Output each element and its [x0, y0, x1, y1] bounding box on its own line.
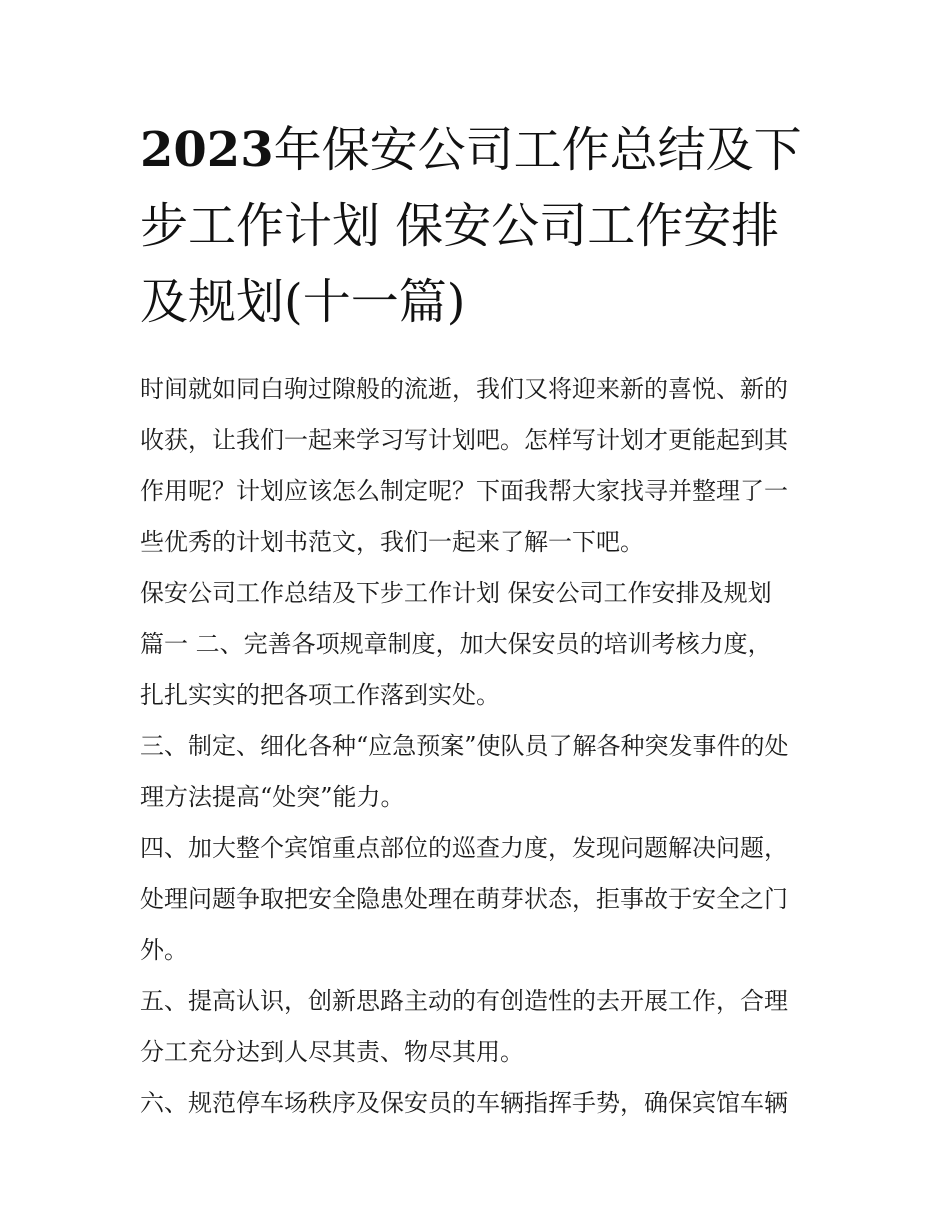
- body-line: 保安公司工作总结及下步工作计划 保安公司工作安排及规划: [140, 579, 772, 607]
- body-line: 六、规范停车场秩序及保安员的车辆指挥手势，确保宾馆车辆: [140, 1089, 788, 1117]
- body-line: 些优秀的计划书范文，我们一起来了解一下吧。: [140, 528, 644, 556]
- body-line: 时间就如同白驹过隙般的流逝，我们又将迎来新的喜悦、新的: [140, 375, 788, 403]
- document-body: [140, 364, 820, 1129]
- body-line: 篇一 二、完善各项规章制度，加大保安员的培训考核力度，: [140, 630, 772, 658]
- body-line: 收获，让我们一起来学习写计划吧。怎样写计划才更能起到其: [140, 426, 788, 454]
- title-line-3: 及规划(十一篇): [140, 274, 466, 330]
- document-content: [140, 112, 820, 1129]
- item-five-paragraph: [140, 976, 820, 1078]
- body-line: 处理问题争取把安全隐患处理在萌芽状态，拒事故于安全之门: [140, 885, 788, 913]
- item-four-paragraph: [140, 823, 820, 976]
- title-year: 2023: [140, 122, 274, 178]
- item-three-paragraph: [140, 721, 820, 823]
- title-line-2: 步工作计划 保安公司工作安排: [140, 198, 780, 254]
- document-title: [140, 112, 820, 340]
- body-line: 五、提高认识，创新思路主动的有创造性的去开展工作，合理: [140, 987, 788, 1015]
- body-line: 作用呢？计划应该怎么制定呢？下面我帮大家找寻并整理了一: [140, 477, 788, 505]
- body-line: 四、加大整个宾馆重点部位的巡查力度，发现问题解决问题，: [140, 834, 788, 862]
- title-line-1: 年保安公司工作总结及下: [273, 122, 802, 178]
- body-line: 分工充分达到人尽其责、物尽其用。: [140, 1038, 524, 1066]
- section-heading-paragraph: [140, 568, 820, 721]
- body-line: 外。: [140, 936, 188, 964]
- body-line: 三、制定、细化各种“应急预案”使队员了解各种突发事件的处: [140, 732, 789, 760]
- body-line: 扎扎实实的把各项工作落到实处。: [140, 681, 500, 709]
- item-six-paragraph: [140, 1078, 820, 1129]
- body-line: 理方法提高“处突”能力。: [140, 783, 405, 811]
- intro-paragraph: [140, 364, 820, 568]
